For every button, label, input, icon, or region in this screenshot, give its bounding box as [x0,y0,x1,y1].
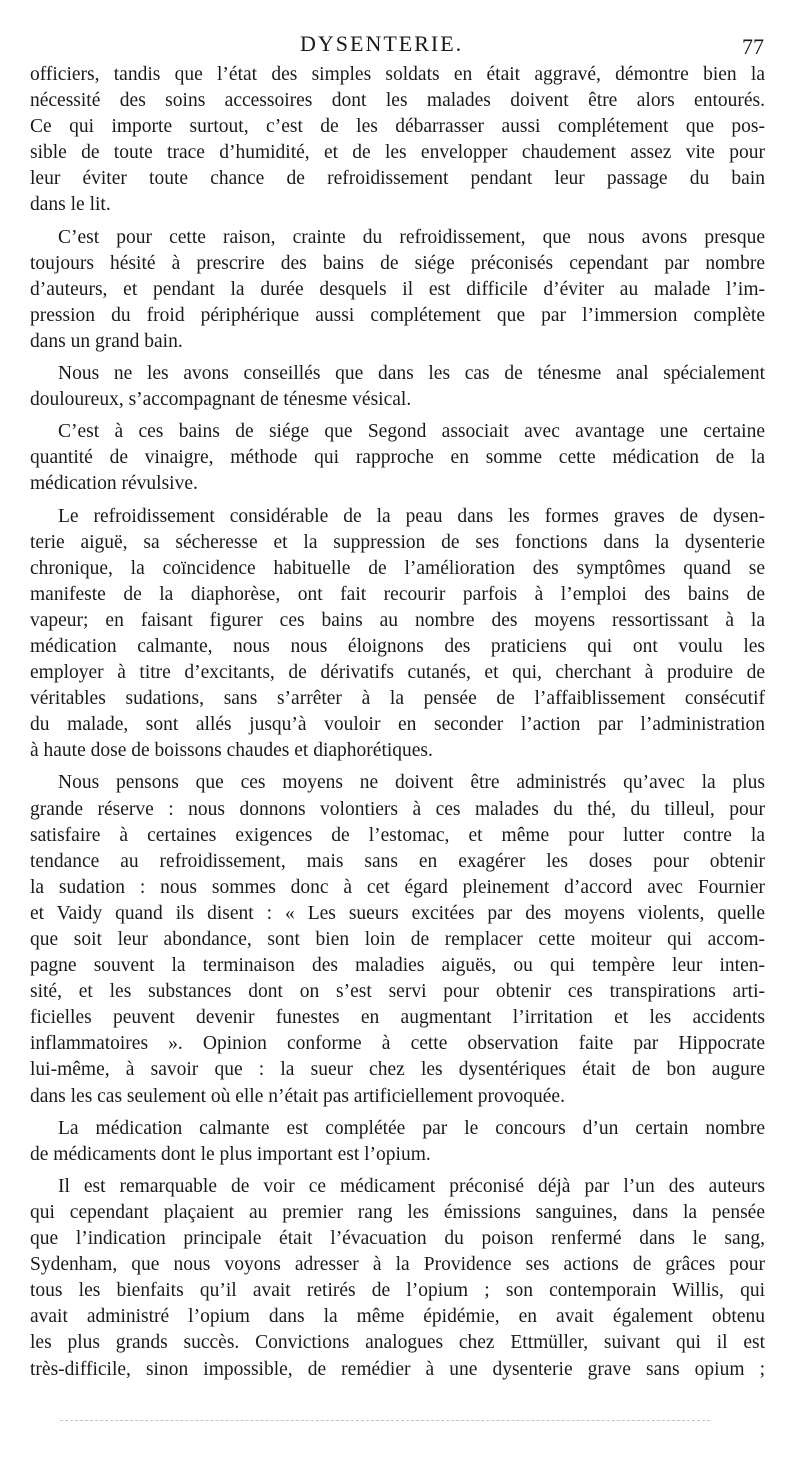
body-text [30,62,765,1389]
text-line: dans les cas seulement où elle n’était pas artificiellement provoquée. [30,1085,565,1107]
text-line: et Vaidy quand ils disent : « Les sueurs excitées par des moyens violents, quelle [30,902,765,924]
text-line: de médicaments dont le plus important est l’opium. [30,1143,431,1165]
running-head: DYSENTERIE. [300,31,464,56]
paragraph [30,361,765,413]
text-line: que l’indication principale était l’évacuation du poison renfermé dans le sang, [30,1228,765,1250]
text-line: terie aiguë, sa sécheresse et la suppression de ses fonctions dans la dysenterie [30,531,765,553]
text-line: qui cependant plaçaient au premier rang les émissions sanguines, dans la pensée [30,1201,765,1223]
paragraph [30,1116,765,1168]
paragraph [30,62,765,219]
text-line: avait administré l’opium dans la même épidémie, en avait également obtenu [30,1306,765,1328]
text-line: inflammatoires ». Opinion conforme à cette observation faite par Hippocrate [30,1033,765,1055]
paragraph [30,225,765,355]
text-line: leur éviter toute chance de refroidissement pendant leur passage du bain [30,168,765,190]
text-line: du malade, sont allés jusqu’à vouloir en seconder l’action par l’administration [30,714,765,736]
text-line: sible de toute trace d’humidité, et de les envelopper chaudement assez vite pour [30,142,765,164]
text-line: médication révulsive. [30,473,198,495]
page-number: 77 [742,34,764,59]
text-line: véritables sudations, sans s’arrêter à la pensée de l’affaiblissement consécutif [30,688,765,710]
text-line: quantité de vinaigre, méthode qui rapproche en somme cette médication de la [30,447,765,469]
text-line: tendance au refroidissement, mais sans en exagérer les doses pour obtenir [30,850,765,872]
text-line: satisfaire à certaines exigences de l’estomac, et même pour lutter contre la [30,824,765,846]
text-line: que soit leur abondance, sont bien loin de remplacer cette moiteur qui accom- [30,929,765,950]
text-line: dans un grand bain. [30,330,183,352]
text-line: à haute dose de boissons chaudes et diaphorétiques. [30,740,433,762]
text-line: nécessité des soins accessoires dont les malades doivent être alors entourés. [30,90,765,112]
text-line: Nous pensons que ces moyens ne doivent être administrés qu’avec la plus [58,772,765,794]
text-line: toujours hésité à prescrire des bains de siége préconisés cependant par nombre [30,252,765,274]
text-line: les plus grands succès. Convictions analogues chez Ettmüller, suivant qui il est [30,1332,765,1354]
text-line: pression du froid périphérique aussi complétement que par l’immersion complète [30,304,765,326]
text-line: dans le lit. [30,194,111,216]
text-line: manifeste de la diaphorèse, ont fait recourir parfois à l’emploi des bains de [30,583,765,605]
text-line: Ce qui importe surtout, c’est de les débarrasser aussi complétement que pos- [30,116,765,138]
paragraph [30,419,765,497]
text-line: médication calmante, nous nous éloignons des praticiens qui ont voulu les [30,635,765,657]
text-line: Il est remarquable de voir ce médicament préconisé déjà par l’un des auteurs [58,1175,765,1197]
text-line: officiers, tandis que l’état des simples soldats en était aggravé, démontre bien la [30,64,765,85]
text-line: grande réserve : nous donnons volontiers à ces malades du thé, du tilleul, pour [30,798,765,820]
text-line: d’auteurs, et pendant la durée desquels il est difficile d’éviter au malade l’im- [30,278,765,300]
text-line: lui-même, à savoir que : la sueur chez les dysentériques était de bon augure [30,1059,765,1081]
text-line: La médication calmante est complétée par le concours d’un certain nombre [58,1117,765,1139]
text-line: Sydenham, que nous voyons adresser à la Providence ses actions de grâces pour [30,1254,765,1276]
text-line: pagne souvent la terminaison des maladies aiguës, ou qui tempère leur inten- [30,955,765,977]
text-line: douloureux, s’accompagnant de ténesme vésical. [30,389,412,411]
text-line: très-difficile, sinon impossible, de remédier à une dysenterie grave sans opium ; [30,1358,765,1380]
text-line: Le refroidissement considérable de la peau dans les formes graves de dysen- [58,505,765,527]
text-line: sité, et les substances dont on s’est servi pour obtenir ces transpirations arti- [30,981,765,1003]
text-line: C’est pour cette raison, crainte du refroidissement, que nous avons presque [58,226,765,248]
text-line: tous les bienfaits qu’il avait retirés de l’opium ; son contemporain Willis, qui [30,1280,765,1302]
paragraph [30,770,765,1109]
paragraph [30,1174,765,1383]
paragraph [30,504,765,765]
bottom-rule [60,1420,710,1422]
text-line: la sudation : nous sommes donc à cet égard pleinement d’accord avec Fournier [30,876,765,898]
text-line: ficielles peuvent devenir funestes en augmentant l’irritation et les accidents [30,1007,765,1029]
text-line: C’est à ces bains de siége que Segond associait avec avantage une certaine [58,421,765,443]
text-line: chronique, la coïncidence habituelle de l’amélioration des symptômes quand se [30,557,765,579]
text-line: vapeur; en faisant figurer ces bains au nombre des moyens ressortissant à la [30,609,765,631]
text-line: employer à titre d’excitants, de dérivatifs cutanés, et qui, cherchant à produire de [30,662,765,684]
text-line: Nous ne les avons conseillés que dans les cas de ténesme anal spécialement [58,363,765,385]
